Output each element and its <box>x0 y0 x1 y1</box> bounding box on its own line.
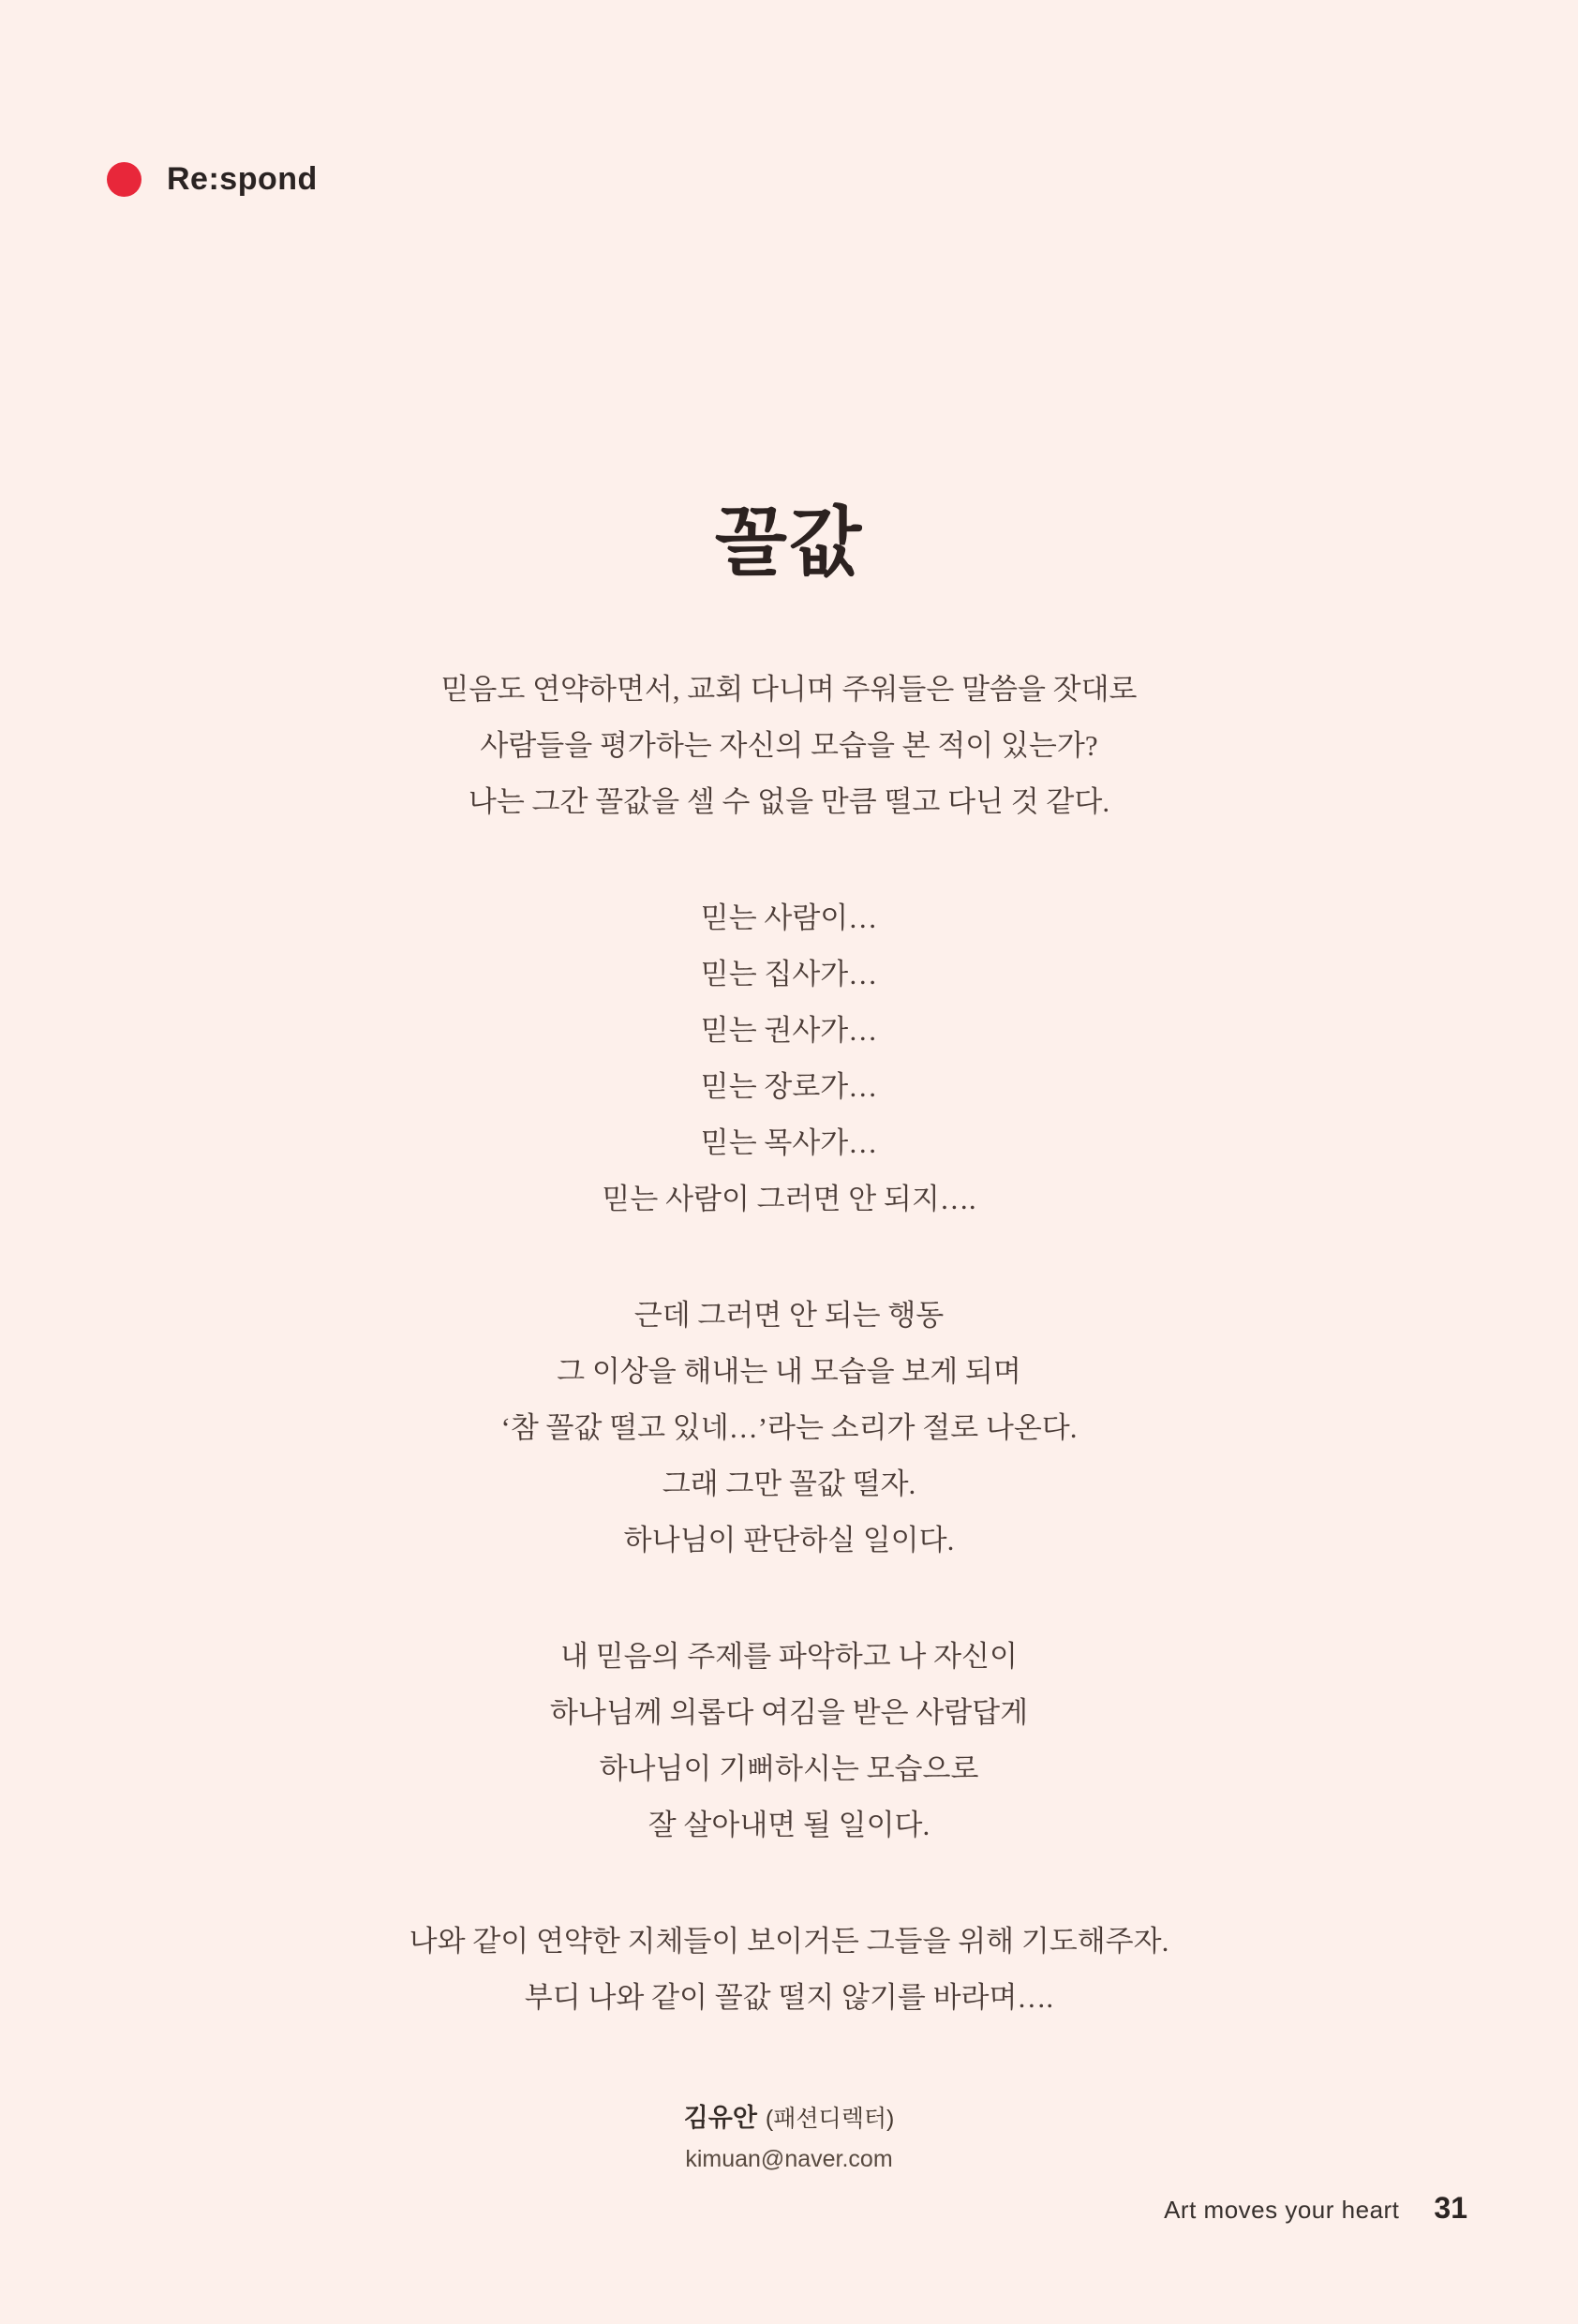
poem-line: 믿는 권사가… <box>700 1014 878 1047</box>
poem-line: 그 이상을 해내는 내 모습을 보게 되며 <box>557 1355 1021 1388</box>
poem-line: 믿는 장로가… <box>700 1070 878 1103</box>
page-title: 꼴값 <box>714 502 864 585</box>
poem-line: 내 믿음의 주제를 파악하고 나 자신이 <box>560 1640 1018 1673</box>
poem-line: 하나님께 의롭다 여김을 받은 사람답게 <box>549 1696 1029 1729</box>
poem-line: 근데 그러면 안 되는 행동 <box>633 1299 945 1332</box>
poem-line: 하나님이 판단하실 일이다. <box>623 1524 955 1557</box>
footer-tagline: Art moves your heart <box>1164 2196 1400 2224</box>
section-label: Re:spond <box>167 161 318 197</box>
poem-line: 믿는 사람이 그러면 안 되지…. <box>602 1183 976 1215</box>
page-footer <box>1164 2191 1467 2226</box>
poem-line: 잘 살아내면 될 일이다. <box>648 1809 930 1841</box>
poem-line: ‘참 꼴값 떨고 있네…’라는 소리가 절로 나온다. <box>500 1411 1078 1444</box>
stanza-2 <box>0 890 1578 1228</box>
stanza-1 <box>0 662 1578 830</box>
poem-line: 믿는 목사가… <box>700 1126 878 1159</box>
poem-line: 부디 나와 같이 꼴값 떨지 않기를 바라며…. <box>524 1981 1054 2014</box>
poem-line: 사람들을 평가하는 자신의 모습을 본 적이 있는가? <box>480 729 1098 762</box>
stanza-5 <box>0 1914 1578 2026</box>
author-email: kimuan@naver.com <box>685 2146 893 2172</box>
author-name: 김유안 <box>683 2104 757 2132</box>
poem-line: 그래 그만 꼴값 떨자. <box>662 1467 916 1500</box>
poem-line: 나와 같이 연약한 지체들이 보이거든 그들을 위해 기도해주자. <box>409 1925 1169 1958</box>
poem-body <box>0 662 1578 2026</box>
poem-line: 믿는 사람이… <box>700 901 878 934</box>
section-header <box>107 161 318 198</box>
poem-line: 나는 그간 꼴값을 셀 수 없을 만큼 떨고 다닌 것 같다. <box>468 785 1110 818</box>
red-dot-icon <box>107 162 141 197</box>
poem-line: 하나님이 기뻐하시는 모습으로 <box>599 1752 979 1785</box>
author-block <box>0 2097 1578 2173</box>
poem-line: 믿는 집사가… <box>700 958 878 991</box>
page-number: 31 <box>1434 2191 1467 2225</box>
stanza-4 <box>0 1629 1578 1854</box>
stanza-3 <box>0 1288 1578 1569</box>
author-role: (패션디렉터) <box>765 2106 895 2132</box>
poem-line: 믿음도 연약하면서, 교회 다니며 주워들은 말씀을 잣대로 <box>440 673 1138 706</box>
author-line <box>0 2097 1578 2134</box>
